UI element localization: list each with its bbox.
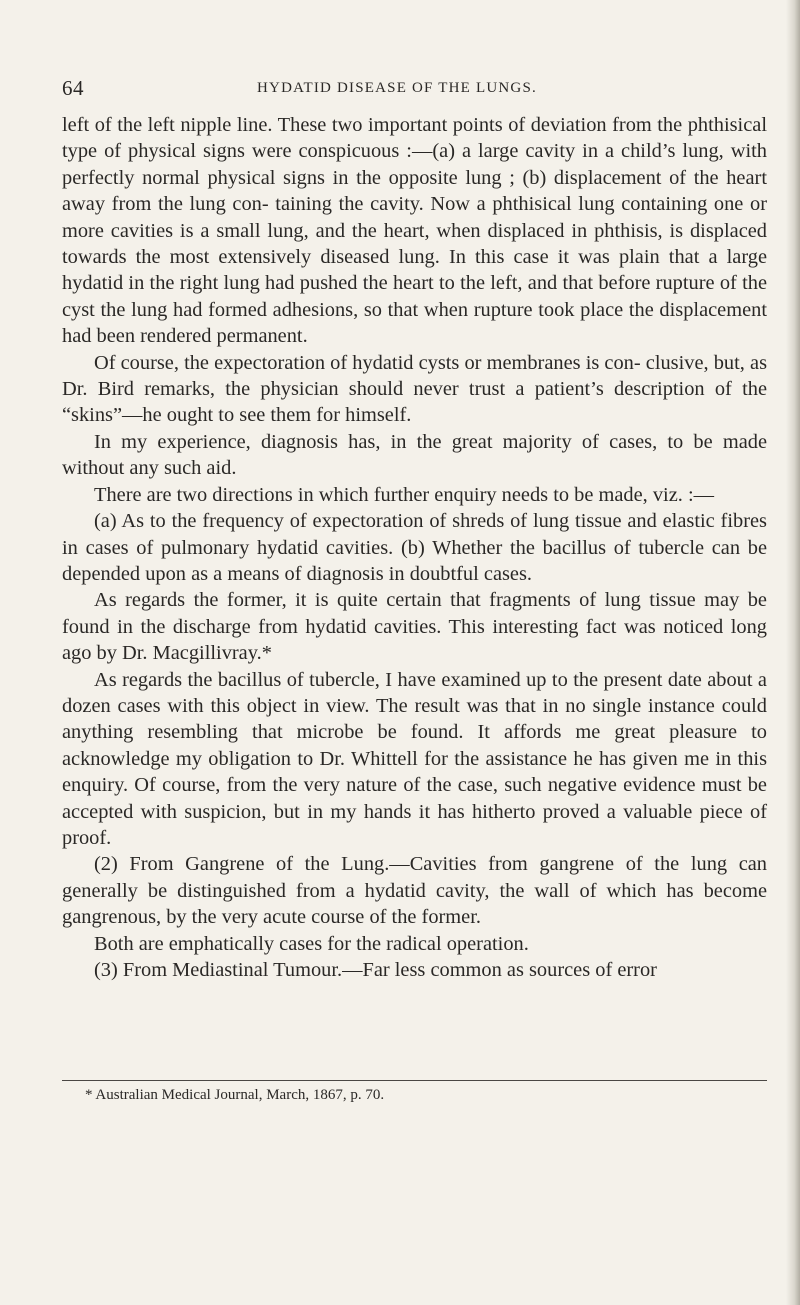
paragraph: Of course, the expectoration of hydatid cysts or membranes is con- clusive, but, as Dr. Bird remarks, the physician should never trust a patient’s description of the “skins”—he ought to see them for himself. — [62, 351, 767, 427]
paragraph: (a) As to the frequency of expectoration of shreds of lung tissue and elastic fibres in cases of pulmonary hydatid cavities. (b) Whether the bacillus of tubercle can be depended upon as a means of diagnosis in doubtful cases. — [62, 510, 767, 585]
paragraph: As regards the former, it is quite certain that fragments of lung tissue may be found in the discharge from hydatid cavities. This interesting fact was noticed long ago by Dr. Macgillivray.* — [62, 589, 767, 665]
page-edge-shadow — [786, 0, 800, 1305]
page-number: 64 — [62, 76, 84, 100]
page-header — [62, 76, 742, 100]
paragraph: As regards the bacillus of tubercle, I have examined up to the present date about a dozen cases with this object in view. The result was that in no single instance could anything resembling that microbe be found. It affords me great pleasure to acknowledge my obligation to Dr. Whittell for the assistance he has given me in this enquiry. Of course, from the very nature of the case, such negative evidence must be accepted with suspicion, but in my hands it has hitherto proved a valuable piece of proof. — [62, 668, 767, 849]
paragraph: (2) From Gangrene of the Lung.—Cavities from gangrene of the lung can generally be distinguished from a hydatid cavity, the wall of which has become gangrenous, by the very acute course of the former. — [62, 853, 767, 929]
paragraph: In my experience, diagnosis has, in the great majority of cases, to be made without any such aid. — [62, 430, 767, 480]
footnote-divider — [62, 1080, 767, 1081]
paragraph: (3) From Mediastinal Tumour.—Far less common as sources of error — [94, 959, 657, 981]
footnote: * Australian Medical Journal, March, 1867, p. 70. — [85, 1087, 385, 1103]
running-title: HYDATID DISEASE OF THE LUNGS. — [257, 80, 537, 96]
paragraph: left of the left nipple line. These two important points of deviation from the phthisical type of physical signs were conspicuous :—(a) a large cavity in a child’s lung, with perfectly normal physical signs in the opposite lung ; (b) displacement of the heart away from the lung con- taining the cavity. Now a phthisical lung containing one or more cavities is a small lung, and the heart, when displaced in phthisis, is displaced towards the most extensively diseased lung. In this case it was plain that a large hydatid in the right lung had pushed the heart to the left, and that before rupture of the cyst the lung had formed adhesions, so that when rupture took place the displacement had been rendered permanent. — [62, 114, 767, 348]
paragraph: There are two directions in which further enquiry needs to be made, viz. :— — [94, 483, 715, 506]
body-text — [62, 112, 767, 983]
paragraph: Both are emphatically cases for the radical operation. — [94, 932, 529, 955]
